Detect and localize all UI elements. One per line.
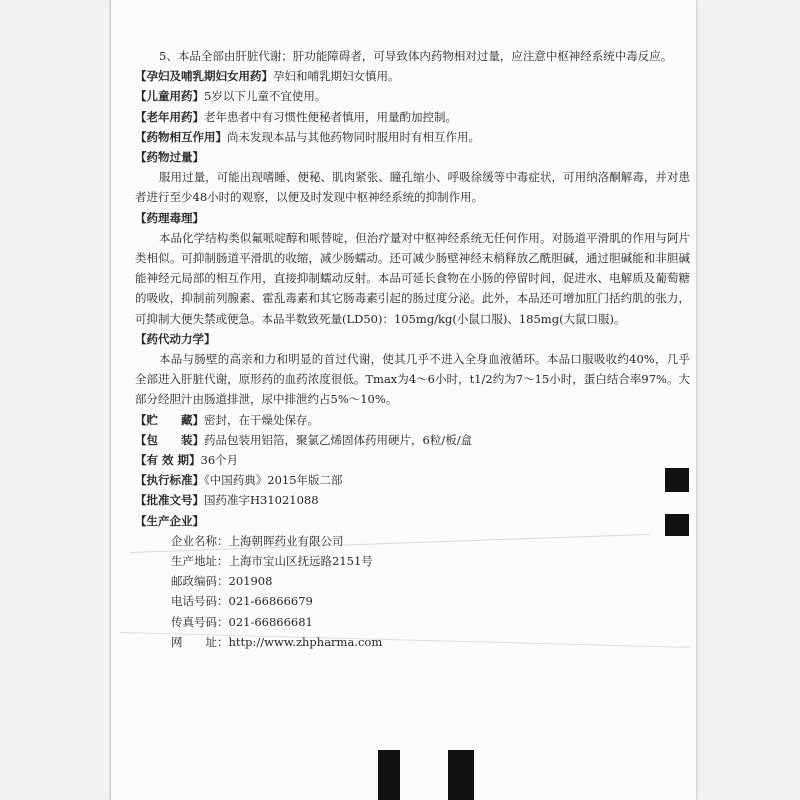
section-text-pharmacokinetics: 本品与肠壁的高亲和力和明显的首过代谢，使其几乎不进入全身血液循环。本品口服吸收约40%，几乎全部进入肝脏代谢，原形药的血药浓度很低。Tmax为4～6小时，t1/2约为7～15小时，蛋白结合率97%。大部分经胆汁由肠道排泄，尿中排泄约占5%～10%。 — [135, 352, 690, 407]
company-info — [171, 531, 690, 652]
section-label-manufacturer: 【生产企业】 — [135, 513, 204, 528]
section-text-elderly: 老年患者中有习惯性便秘者慎用，用量酌加控制。 — [204, 109, 457, 124]
registration-mark — [448, 750, 474, 800]
section-label-children: 【儿童用药】 — [135, 89, 204, 104]
company-phone: 021-66866679 — [228, 594, 313, 609]
section-label-approval: 【批准文号】 — [135, 493, 204, 508]
section-text-children: 5岁以下儿童不宜使用。 — [204, 89, 327, 104]
section-label-storage: 【贮 藏】 — [135, 412, 204, 427]
section-text-approval: 国药准字H31021088 — [204, 493, 319, 508]
section-label-package: 【包 装】 — [135, 432, 204, 447]
section-text-standard: 《中国药典》2015年版二部 — [204, 473, 343, 488]
section-label-interactions: 【药物相互作用】 — [135, 129, 227, 144]
company-website: http://www.zhpharma.com — [228, 634, 383, 649]
company-postcode-label: 邮政编码： — [171, 574, 229, 589]
company-postcode: 201908 — [228, 574, 273, 589]
item-5-text: 5、本品全部由肝脏代谢；肝功能障碍者，可导致体内药物相对过量，应注意中枢神经系统中毒反应。 — [159, 49, 673, 63]
company-address: 上海市宝山区抚远路2151号 — [228, 554, 373, 569]
section-label-pregnancy: 【孕妇及哺乳期妇女用药】 — [135, 69, 273, 84]
company-name-label: 企业名称： — [171, 533, 229, 548]
leaflet-text — [135, 46, 690, 652]
section-label-overdose: 【药物过量】 — [135, 150, 204, 165]
registration-mark — [378, 750, 400, 800]
section-text-toxicology: 本品化学结构类似氟哌啶醇和哌替啶，但治疗量对中枢神经系统无任何作用。对肠道平滑肌的作用与阿片类相似。可抑制肠道平滑肌的收缩，减少肠蠕动。还可减少肠壁神经末梢释放乙酰胆碱，通过胆碱能和非胆碱能神经元局部的相互作用，直接抑制蠕动反射。本品可延长食物在小肠的停留时间，促进水、电解质及葡萄糖的吸收，抑制前列腺素、霍乱毒素和其它肠毒素引起的肠过度分泌。此外，本品还可增加肛门括约肌的张力，可抑制大便失禁或便急。本品半数致死量(LD50)：105mg/kg(小鼠口服)、185mg(大鼠口服)。 — [135, 230, 690, 326]
company-phone-label: 电话号码： — [171, 594, 229, 609]
company-name: 上海朝晖药业有限公司 — [228, 533, 344, 548]
section-text-interactions: 尚未发现本品与其他药物同时服用时有相互作用。 — [227, 129, 480, 144]
company-fax-label: 传真号码： — [171, 614, 229, 629]
section-text-package: 药品包装用铝箔，聚氯乙烯固体药用硬片，6粒/板/盒 — [204, 432, 473, 447]
section-text-pregnancy: 孕妇和哺乳期妇女慎用。 — [273, 69, 400, 84]
section-label-pharmacokinetics: 【药代动力学】 — [135, 331, 216, 346]
section-label-standard: 【执行标准】 — [135, 473, 204, 488]
section-text-storage: 密封，在干燥处保存。 — [204, 412, 319, 427]
registration-mark — [665, 468, 689, 492]
section-label-validity: 【有 效 期】 — [135, 453, 201, 468]
section-label-toxicology: 【药理毒理】 — [135, 210, 204, 225]
section-text-overdose: 服用过量，可能出现嗜睡、便秘、肌肉紧张、瞳孔缩小、呼吸徐缓等中毒症状，可用纳洛酮解毒，并对患者进行至少48小时的观察，以便及时发现中枢神经系统的抑制作用。 — [135, 170, 690, 205]
section-label-elderly: 【老年用药】 — [135, 109, 204, 124]
company-web-label: 网 址： — [171, 634, 229, 649]
company-address-label: 生产地址： — [171, 554, 229, 569]
section-text-validity: 36个月 — [200, 453, 239, 468]
company-fax: 021-66866681 — [228, 614, 313, 629]
registration-mark — [665, 514, 689, 536]
